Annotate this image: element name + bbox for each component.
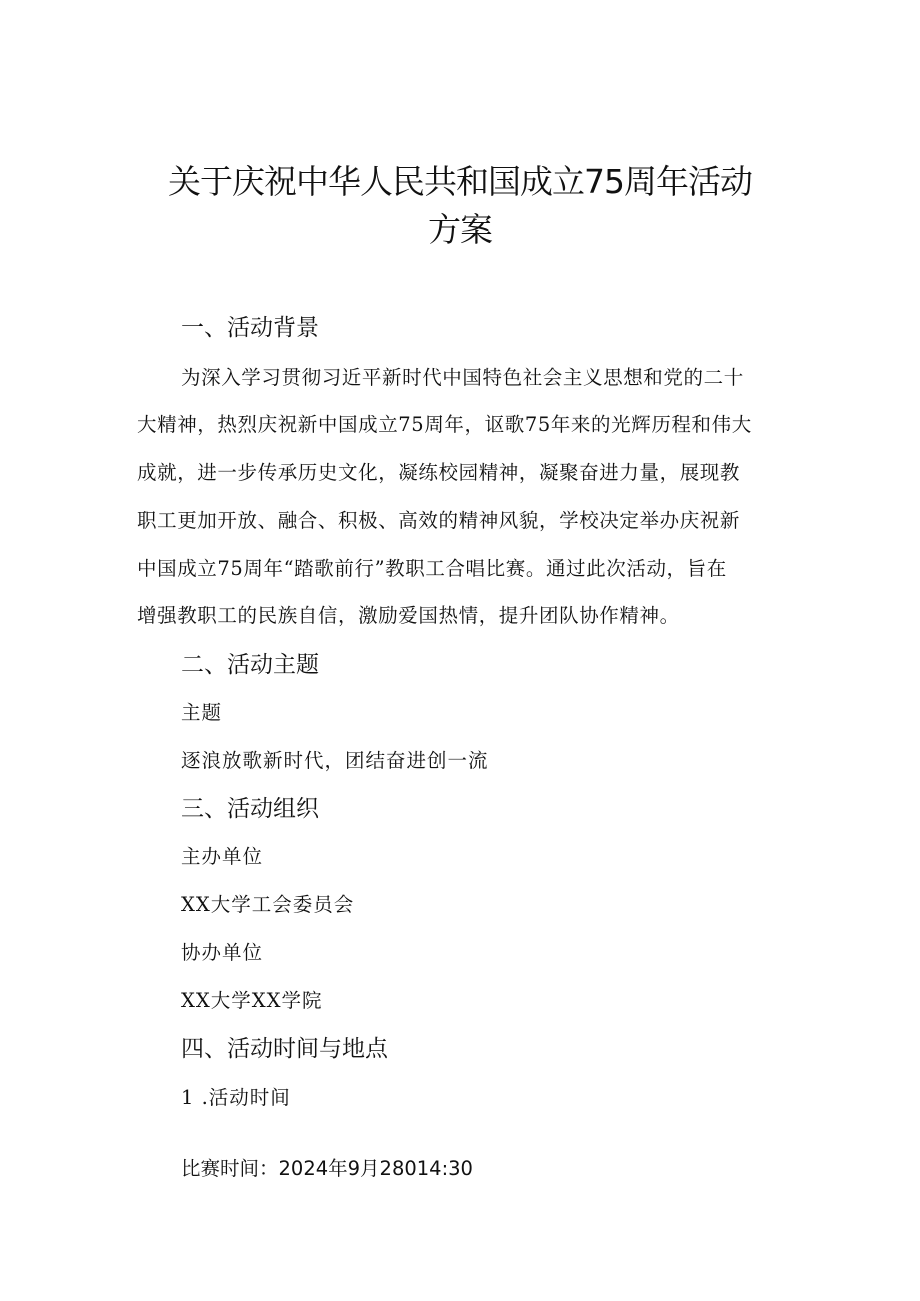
paragraph-line: 增强教职工的民族自信，激励爱国热情，提升团队协作精神。: [137, 604, 680, 627]
list-item: 协办单位: [181, 941, 264, 964]
list-item: 1 .活动时间: [181, 1086, 291, 1109]
list-item: 逐浪放歌新时代，团结奋进创一流: [181, 749, 489, 772]
title-line-1: 关于庆祝中华人民共和国成立75周年活动: [168, 162, 752, 201]
paragraph-line: 中国成立75周年“踏歌前行”教职工合唱比赛。通过此次活动，旨在: [137, 557, 727, 580]
list-item: 主题: [181, 701, 223, 724]
document-title: [120, 158, 800, 254]
list-item: 主办单位: [181, 845, 264, 868]
list-item: XX大学工会委员会: [181, 893, 355, 916]
section-heading-organization: 三、活动组织: [181, 796, 319, 822]
section-heading-background: 一、活动背景: [181, 315, 319, 341]
paragraph-line: 为深入学习贯彻习近平新时代中国特色社会主义思想和党的二十: [181, 366, 744, 389]
list-item: XX大学XX学院: [181, 989, 323, 1012]
title-line-2: 方案: [428, 210, 492, 249]
paragraph-line: 成就，进一步传承历史文化，凝练校园精神，凝聚奋进力量，展现教: [137, 461, 741, 484]
section-heading-theme: 二、活动主题: [181, 652, 319, 678]
section-heading-time-location: 四、活动时间与地点: [181, 1036, 388, 1062]
paragraph-line: 大精神，热烈庆祝新中国成立75周年，讴歌75年来的光辉历程和伟大: [137, 413, 752, 436]
competition-time: 比赛时间：2024年9月28014:30: [181, 1157, 473, 1180]
paragraph-line: 职工更加开放、融合、积极、高效的精神风貌，学校决定举办庆祝新: [137, 509, 741, 532]
